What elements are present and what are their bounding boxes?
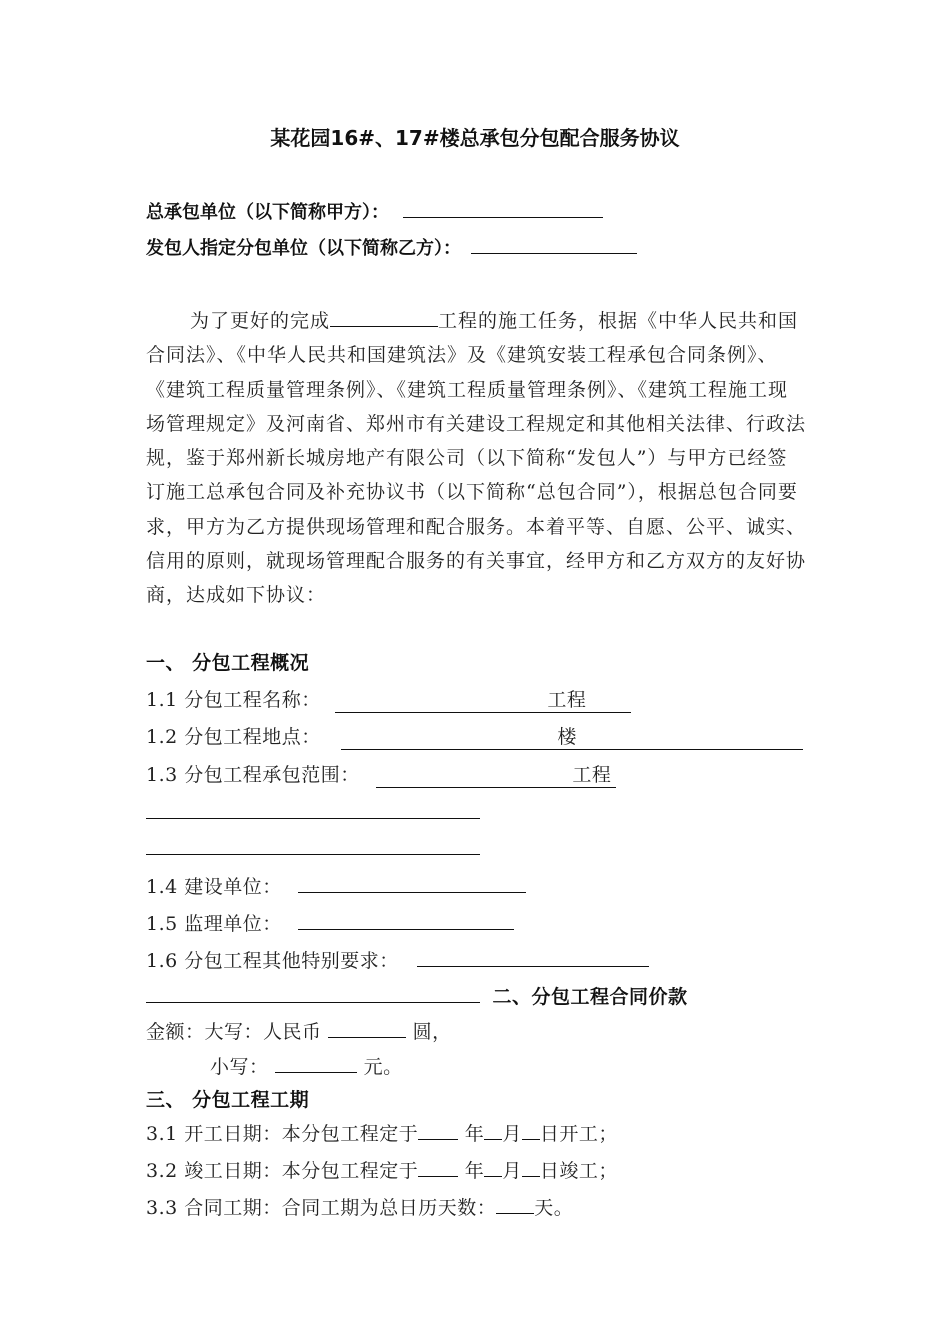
item-1-6-label: 1.6 分包工程其他特别要求：	[146, 950, 399, 972]
item-1-3	[146, 760, 616, 788]
intro-prefix: 为了更好的完成	[190, 310, 331, 332]
item-1-1-label: 1.1 分包工程名称：	[146, 689, 321, 711]
item-3-2	[146, 1156, 618, 1183]
item-1-1-fill: 工程	[547, 689, 587, 711]
item-1-5-label: 1.5 监理单位：	[146, 913, 282, 935]
item-1-4-blank[interactable]	[298, 874, 526, 893]
item-1-3-label: 1.3 分包工程承包范围：	[146, 764, 360, 786]
month-text: 月	[502, 1123, 522, 1145]
start-year-blank[interactable]	[418, 1121, 458, 1140]
amount-label: 金额：大写：人民币	[146, 1021, 322, 1043]
item-3-2-label: 3.2 竣工日期：本分包工程定于	[146, 1160, 419, 1182]
project-name-blank[interactable]	[330, 306, 438, 327]
item-3-3	[146, 1193, 573, 1220]
start-day-text: 日开工；	[539, 1123, 618, 1145]
amount-unit: 圆，	[412, 1021, 452, 1043]
item-1-5-blank[interactable]	[298, 911, 514, 930]
item-3-1-label: 3.1 开工日期：本分包工程定于	[146, 1123, 419, 1145]
party-b-blank[interactable]	[471, 235, 637, 254]
item-1-2	[146, 722, 803, 750]
section3-heading: 三、 分包工程工期	[146, 1089, 310, 1111]
item-1-6-extra-line[interactable]	[146, 984, 480, 1003]
party-a-blank[interactable]	[403, 199, 603, 218]
section2-heading: 二、分包工程合同价款	[492, 986, 688, 1008]
item-3-3-label: 3.3 合同工期：合同工期为总日历天数：	[146, 1197, 497, 1219]
item-1-2-blank[interactable]	[341, 722, 803, 750]
item-1-3-blank[interactable]	[376, 760, 616, 788]
duration-days-blank[interactable]	[496, 1195, 534, 1214]
amount-figures-blank[interactable]	[275, 1054, 357, 1073]
item-1-1-blank[interactable]	[335, 685, 631, 713]
item-1-3-extra-line-2[interactable]	[146, 854, 480, 855]
section1-heading: 一、 分包工程概况	[146, 652, 310, 674]
document-title: 某花园16#、17#楼总承包分包配合服务协议	[270, 126, 680, 150]
party-b-line	[146, 234, 637, 260]
end-day-blank[interactable]	[522, 1158, 540, 1177]
item-1-4	[146, 872, 526, 899]
year-text: 年	[458, 1160, 485, 1182]
item-1-6	[146, 946, 649, 973]
end-day-text: 日竣工；	[539, 1160, 618, 1182]
intro-paragraph	[146, 304, 806, 613]
end-month-blank[interactable]	[484, 1158, 502, 1177]
item-1-1	[146, 685, 631, 713]
amount-line	[146, 1017, 452, 1044]
end-year-blank[interactable]	[418, 1158, 458, 1177]
party-a-line	[146, 198, 603, 224]
item-1-3-fill: 工程	[572, 764, 612, 786]
start-month-blank[interactable]	[484, 1121, 502, 1140]
party-a-label: 总承包单位（以下简称甲方）：	[146, 202, 389, 223]
days-text: 天。	[534, 1197, 574, 1219]
item-1-2-fill: 楼	[557, 726, 577, 748]
party-b-label: 发包人指定分包单位（以下简称乙方）：	[146, 238, 461, 259]
month-text: 月	[502, 1160, 522, 1182]
amount-small-label: 小写：	[210, 1056, 269, 1078]
item-1-3-extra-line-1[interactable]	[146, 818, 480, 819]
item-1-4-label: 1.4 建设单位：	[146, 876, 282, 898]
amount-small-unit: 元。	[363, 1056, 403, 1078]
section2-line	[146, 982, 688, 1009]
item-1-5	[146, 909, 514, 936]
year-text: 年	[458, 1123, 485, 1145]
item-1-2-label: 1.2 分包工程地点：	[146, 726, 321, 748]
amount-words-blank[interactable]	[328, 1019, 406, 1038]
amount-small-line	[210, 1052, 403, 1079]
item-1-6-blank[interactable]	[417, 948, 649, 967]
start-day-blank[interactable]	[522, 1121, 540, 1140]
intro-body: 工程的施工任务，根据《中华人民共和国合同法》、《中华人民共和国建筑法》及《建筑安装工程承包合同条例》、《建筑工程质量管理条例》、《建筑工程质量管理条例》、《建筑工程施工现场管理规定》及河南省、郑州市有关建设工程规定和其他相关法律、行政法规，鉴于郑州新长城房地产有限公司（以下简称“发包人”）与甲方已经签订施工总承包合同及补充协议书（以下简称“总包合同”），根据总包合同要求，甲方为乙方提供现场管理和配合服务。本着平等、自愿、公平、诚实、信用的原则，就现场管理配合服务的有关事宜，经甲方和乙方双方的友好协商，达成如下协议：	[146, 310, 807, 607]
item-3-1	[146, 1119, 618, 1146]
